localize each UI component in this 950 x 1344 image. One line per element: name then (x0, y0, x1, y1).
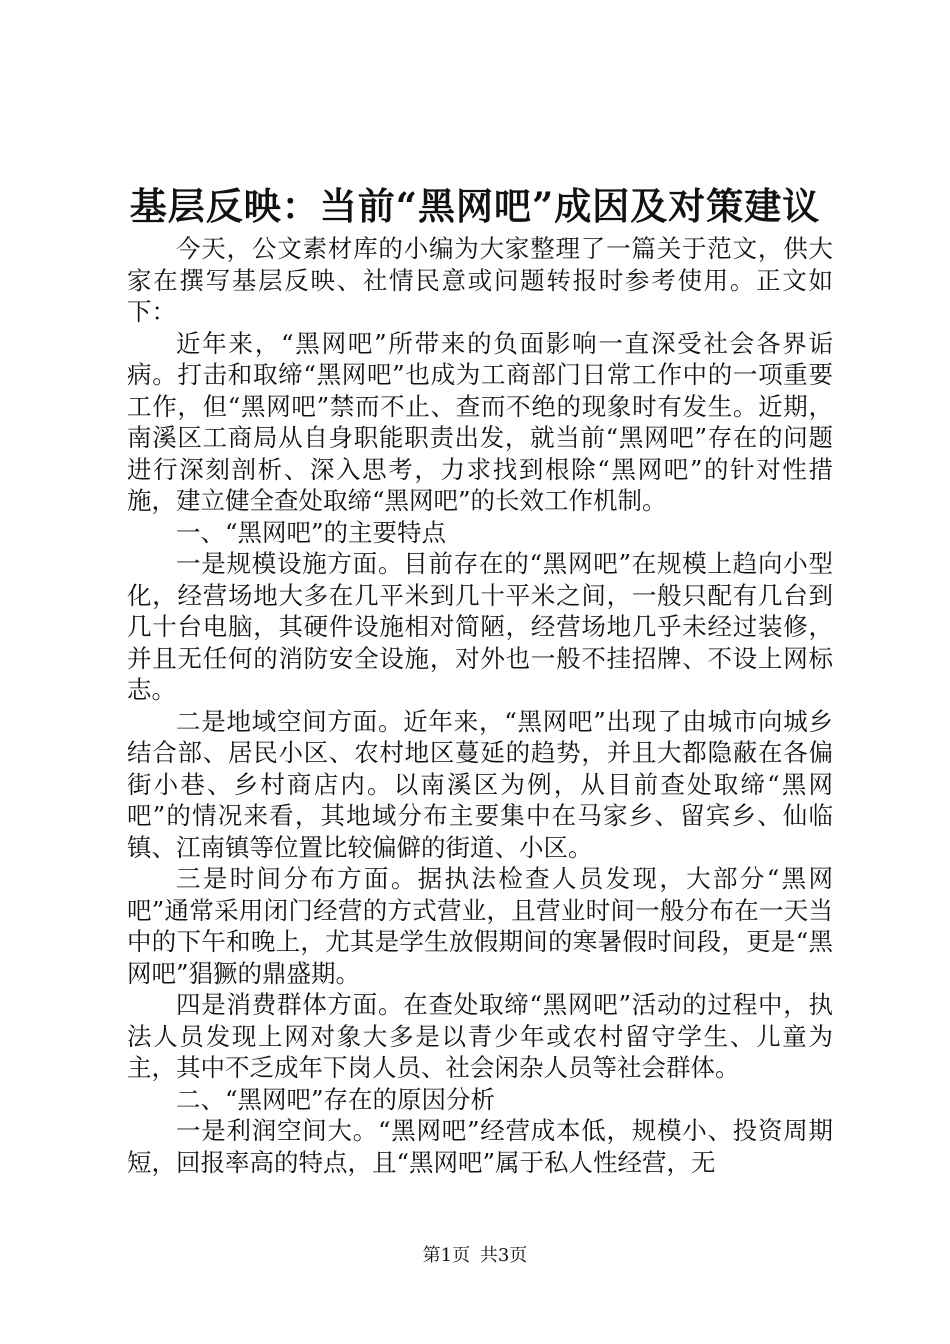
background-paragraph: 近年来，“黑网吧”所带来的负面影响一直深受社会各界诟病。打击和取缔“黑网吧”也成为工商部门日常工作中的一项重要工作，但“黑网吧”禁而不止、查而不绝的现象时有发生。近期，南溪区工商局从自身职能职责出发，就当前“黑网吧”存在的问题进行深刻剖析、深入思考，力求找到根除“黑网吧”的针对性措施，建立健全查处取缔“黑网吧”的长效工作机制。 (127, 328, 833, 515)
page-footer (0, 1244, 950, 1268)
page-total: 共3页 (479, 1245, 528, 1266)
section-heading-causes: 二、“黑网吧”存在的原因分析 (176, 1084, 496, 1114)
section-heading-features: 一、“黑网吧”的主要特点 (176, 517, 447, 547)
feature-paragraph-consumers: 四是消费群体方面。在查处取缔“黑网吧”活动的过程中，执法人员发现上网对象大多是以青少年或农村留守学生、儿童为主，其中不乏成年下岗人员、社会闲杂人员等社会群体。 (127, 990, 833, 1082)
document-body-viewport (0, 233, 950, 1183)
feature-paragraph-time: 三是时间分布方面。据执法检查人员发现，大部分“黑网吧”通常采用闭门经营的方式营业，且营业时间一般分布在一天当中的下午和晚上，尤其是学生放假期间的寒暑假时间段，更是“黑网吧”猖獗的鼎盛期。 (127, 864, 833, 988)
intro-paragraph: 今天，公文素材库的小编为大家整理了一篇关于范文，供大家在撰写基层反映、社情民意或问题转报时参考使用。正文如下： (127, 234, 833, 326)
page-number: 第1页 (422, 1245, 471, 1266)
feature-paragraph-scale: 一是规模设施方面。目前存在的“黑网吧”在规模上趋向小型化，经营场地大多在几平米到几十平米之间，一般只配有几台到几十台电脑，其硬件设施相对简陋，经营场地几乎未经过装修，并且无任何的消防安全设施，对外也一般不挂招牌、不设上网标志。 (127, 549, 833, 704)
document-title: 基层反映：当前“黑网吧”成因及对策建议 (129, 184, 821, 228)
cause-paragraph-profit: 一是利润空间大。“黑网吧”经营成本低，规模小、投资周期短，回报率高的特点，且“黑网吧”属于私人性经营，无 (127, 1116, 833, 1177)
document-body (127, 233, 833, 1178)
feature-paragraph-region: 二是地域空间方面。近年来，“黑网吧”出现了由城市向城乡结合部、居民小区、农村地区蔓延的趋势，并且大都隐蔽在各偏街小巷、乡村商店内。以南溪区为例，从目前查处取缔“黑网吧”的情况来看，其地域分布主要集中在马家乡、留宾乡、仙临镇、江南镇等位置比较偏僻的街道、小区。 (127, 706, 833, 862)
